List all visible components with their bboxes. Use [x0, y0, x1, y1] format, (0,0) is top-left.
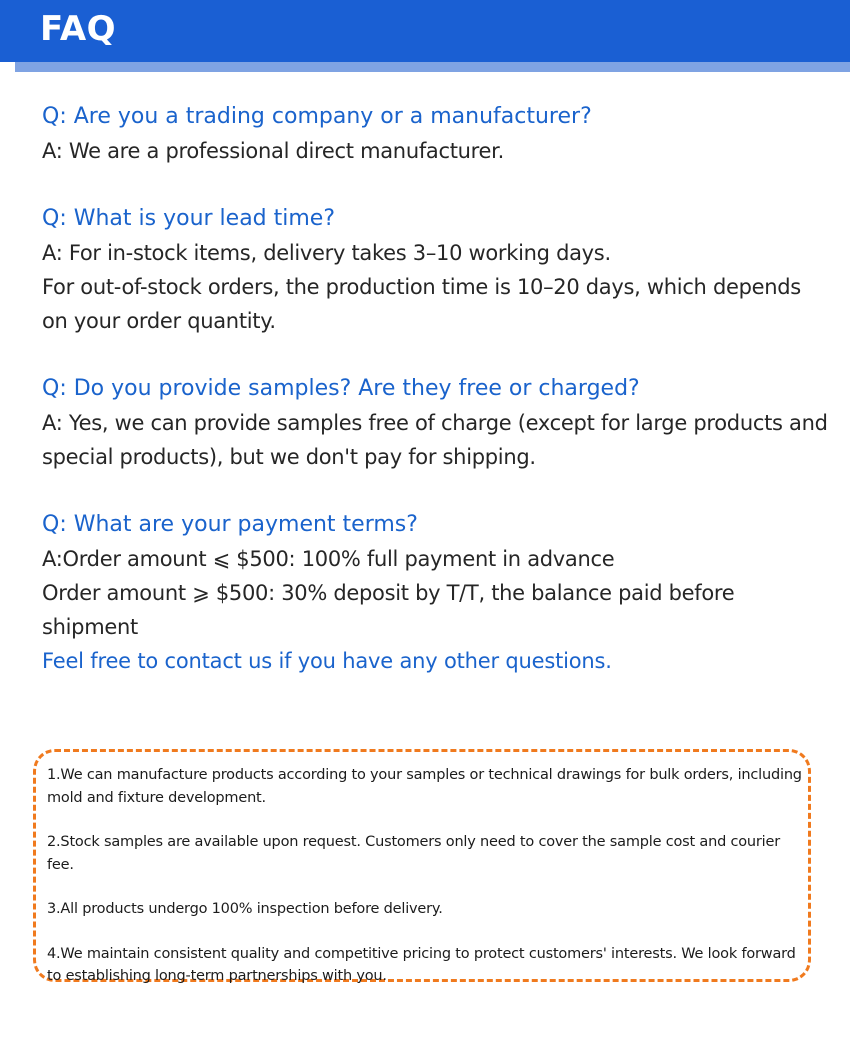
- faq-answer-line: For out-of-stock orders, the production time is 10–20 days, which depends on your order quantity.: [42, 275, 801, 333]
- faq-answer-line: A: For in-stock items, delivery takes 3–10 working days.: [42, 241, 611, 265]
- note-item: 2.Stock samples are available upon request. Customers only need to cover the sample cost and courier fee.: [47, 834, 780, 873]
- note-item: 4.We maintain consistent quality and competitive pricing to protect customers' interests. We look forward to establishing long-term partnerships with you.: [47, 945, 796, 984]
- note-item: 3.All products undergo 100% inspection before delivery.: [47, 901, 443, 917]
- faq-answer-line: A: Yes, we can provide samples free of charge (except for large products and special products), but we don't pay for shipping.: [42, 411, 828, 469]
- faq-question: Q: What is your lead time?: [42, 206, 336, 231]
- faq-answer-line: Order amount ⩾ $500: 30% deposit by T/T, the balance paid before shipment: [42, 581, 735, 639]
- contact-note: Feel free to contact us if you have any other questions.: [42, 649, 612, 673]
- faq-question: Q: Do you provide samples? Are they free or charged?: [42, 376, 640, 401]
- faq-answer-line: A:Order amount ⩽ $500: 100% full payment in advance: [42, 547, 615, 571]
- faq-banner: [0, 0, 850, 62]
- faq-question: Q: Are you a trading company or a manufacturer?: [42, 104, 592, 129]
- faq-question: Q: What are your payment terms?: [42, 512, 418, 537]
- page-title: FAQ: [40, 9, 117, 49]
- faq-answer-line: A: We are a professional direct manufacturer.: [42, 139, 504, 163]
- faq-list: [42, 100, 832, 678]
- notes-list: [47, 764, 809, 988]
- faq-item: [42, 508, 832, 678]
- faq-item: [42, 202, 832, 338]
- faq-item: [42, 372, 832, 474]
- faq-item: [42, 100, 832, 168]
- note-item: 1.We can manufacture products according to your samples or technical drawings for bulk orders, including mold and fixture development.: [47, 767, 802, 806]
